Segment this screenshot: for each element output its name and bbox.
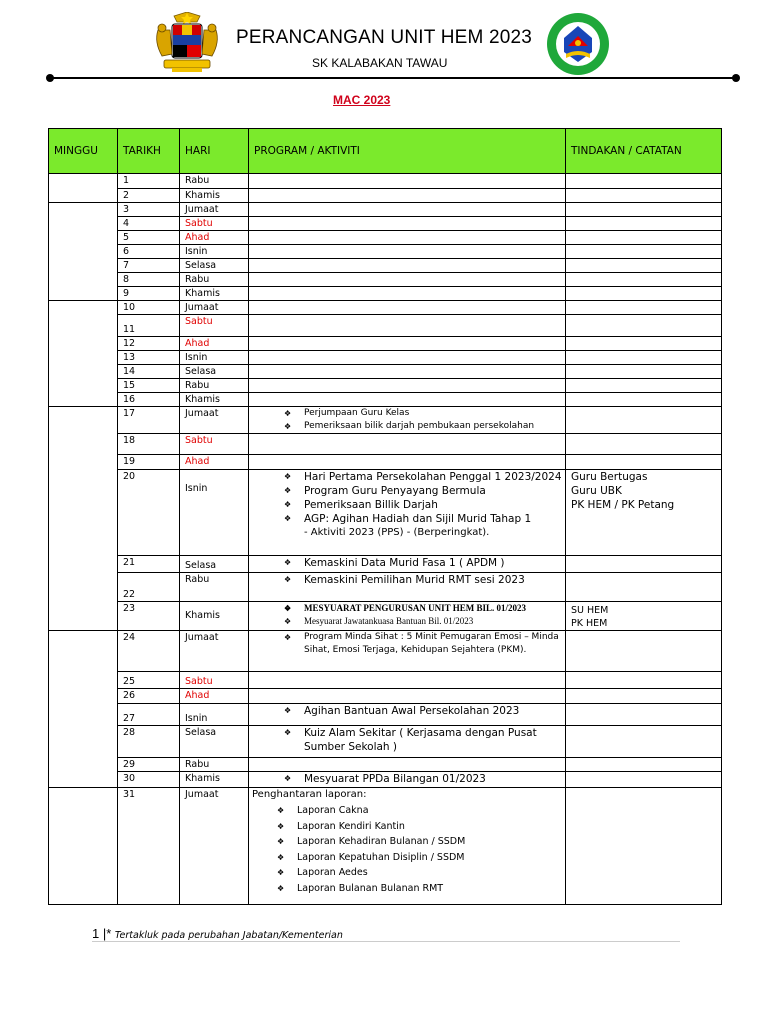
date-cell: 17 [118,407,180,434]
table-row [49,573,722,602]
action-item: Guru Bertugas [571,471,648,483]
action-cell [566,365,722,379]
action-cell [566,772,722,788]
program-item: ❖ Kemaskini Data Murid Fasa 1 ( APDM ) [284,556,565,570]
program-item: ❖ Laporan Kendiri Kantin [277,819,565,835]
program-cell [249,672,566,689]
day-cell: Jumaat [180,301,249,315]
action-cell [566,434,722,455]
program-list [254,470,565,526]
date-cell: 1 [118,174,180,189]
program-cell [249,788,566,905]
date-cell: 19 [118,455,180,470]
date-cell: 21 [118,556,180,573]
date-cell: 15 [118,379,180,393]
column-header-program: PROGRAM / AKTIVITI [249,129,566,174]
plan-table [48,128,722,905]
program-item: ❖ Laporan Bulanan Bulanan RMT [277,881,565,897]
action-cell [566,602,722,631]
program-cell [249,231,566,245]
action-cell [566,631,722,672]
action-item: PK HEM [571,618,608,629]
table-row [49,301,722,315]
date-cell: 9 [118,287,180,301]
footer-separator: |* [102,926,112,941]
action-cell [566,231,722,245]
program-cell [249,365,566,379]
day-cell: Ahad [180,337,249,351]
date-cell: 25 [118,672,180,689]
day-cell [180,704,249,726]
program-cell [249,434,566,455]
date-cell: 23 [118,602,180,631]
program-item: ❖ Kuiz Alam Sekitar ( Kerjasama dengan Pusat Sumber Sekolah ) [284,726,565,754]
divider-dot-right [732,74,740,82]
program-item: ❖ Hari Pertama Persekolahan Penggal 1 2023/2024 [284,470,565,484]
program-cell [249,217,566,231]
table-row [49,758,722,772]
day-cell: Ahad [180,231,249,245]
page-title: PERANCANGAN UNIT HEM 2023 [236,27,533,48]
program-cell [249,758,566,772]
date-cell: 28 [118,726,180,758]
date-cell: 16 [118,393,180,407]
program-cell [249,704,566,726]
date-cell: 12 [118,337,180,351]
program-subnote: - Aktiviti 2023 (PPS) - (Berperingkat). [304,527,490,538]
day-cell: Selasa [180,365,249,379]
action-cell [566,689,722,704]
malaysia-coat-of-arms-icon [152,12,222,74]
day-cell: Jumaat [180,788,249,905]
program-item: ❖ Kemaskini Pemilihan Murid RMT sesi 2023 [284,573,565,587]
date-cell: 13 [118,351,180,365]
action-cell [566,287,722,301]
program-cell [249,287,566,301]
table-row [49,203,722,217]
program-cell [249,301,566,315]
program-cell [249,174,566,189]
action-cell [566,704,722,726]
week-cell [49,631,118,788]
table-row [49,174,722,189]
day-cell: Jumaat [180,631,249,672]
date-cell: 20 [118,470,180,556]
program-cell [249,556,566,573]
action-cell [566,174,722,189]
program-cell [249,273,566,287]
program-cell [249,245,566,259]
day-cell: Khamis [180,287,249,301]
action-cell [566,672,722,689]
program-item: ❖ Pemeriksaan Billik Darjah [284,498,565,512]
action-cell [566,301,722,315]
action-cell [566,315,722,337]
date-cell: 2 [118,189,180,203]
action-cell [566,455,722,470]
program-item: ❖ MESYUARAT PENGURUSAN UNIT HEM BIL. 01/2023 [284,602,565,615]
table-row [49,407,722,434]
program-cell [249,203,566,217]
day-cell: Selasa [180,259,249,273]
action-cell [566,758,722,772]
date-cell: 14 [118,365,180,379]
day-cell: Isnin [180,245,249,259]
action-cell [566,203,722,217]
action-cell [566,189,722,203]
program-list [254,726,565,754]
program-item: ❖ Mesyuarat PPDa Bilangan 01/2023 [284,772,565,786]
day-cell: Jumaat [180,407,249,434]
day-cell: Khamis [180,772,249,788]
table-row [49,337,722,351]
footer-rule [92,941,680,942]
program-item: ❖ Laporan Aedes [277,865,565,881]
action-cell [566,337,722,351]
program-list [254,772,565,786]
program-item: ❖ Laporan Cakna [277,803,565,819]
day-cell: Selasa [180,726,249,758]
day-cell: Isnin [180,470,249,556]
date-cell: 3 [118,203,180,217]
day-cell: Sabtu [180,315,249,337]
table-row [49,245,722,259]
date-cell: 26 [118,689,180,704]
month-label: MAC 2023 [333,93,391,107]
program-list [252,803,565,896]
day-cell: Selasa [180,556,249,573]
program-item: ❖ Pemeriksaan bilik darjah pembukaan persekolahan [284,420,565,433]
table-row [49,689,722,704]
action-item: PK HEM / PK Petang [571,499,675,511]
date-text: 22 [123,589,136,600]
date-cell: 10 [118,301,180,315]
table-row [49,704,722,726]
table-row [49,259,722,273]
program-cell [249,455,566,470]
table-row [49,772,722,788]
school-badge-icon [546,12,610,76]
divider-dot-left [46,74,54,82]
action-cell [566,407,722,434]
day-cell: Sabtu [180,672,249,689]
day-text: Isnin [185,713,208,724]
action-cell [566,393,722,407]
program-list [254,573,565,587]
date-cell: 5 [118,231,180,245]
program-cell [249,602,566,631]
date-text: 11 [123,324,136,335]
table-row [49,351,722,365]
table-row [49,189,722,203]
footer-note: Tertakluk pada perubahan Jabatan/Kementerian [114,930,343,941]
program-cell [249,259,566,273]
table-row [49,217,722,231]
action-cell [566,259,722,273]
program-cell [249,393,566,407]
action-cell [566,245,722,259]
program-item [284,512,565,526]
table-row [49,672,722,689]
program-cell [249,470,566,556]
date-cell: 29 [118,758,180,772]
program-item: ❖ Agihan Bantuan Awal Persekolahan 2023 [284,704,565,718]
column-header-minggu: MINGGU [49,129,118,174]
action-item: Guru UBK [571,485,622,497]
header-divider [50,77,736,79]
table-row [49,470,722,556]
action-cell [566,573,722,602]
table-row [49,315,722,337]
program-list [254,602,565,628]
action-cell [566,217,722,231]
column-header-tarikh: TARIKH [118,129,180,174]
program-cell [249,189,566,203]
action-cell [566,379,722,393]
action-cell [566,556,722,573]
day-cell: Ahad [180,689,249,704]
action-cell [566,726,722,758]
program-cell [249,689,566,704]
week-cell [49,407,118,631]
table-row [49,365,722,379]
program-cell [249,407,566,434]
program-cell [249,573,566,602]
table-row [49,455,722,470]
week-cell [49,174,118,203]
day-cell: Ahad [180,455,249,470]
table-row [49,231,722,245]
day-cell: Khamis [180,602,249,631]
day-cell: Rabu [180,273,249,287]
column-header-hari: HARI [180,129,249,174]
table-header-row [49,129,722,174]
date-cell: 4 [118,217,180,231]
program-item: ❖ Laporan Kepatuhan Disiplin / SSDM [277,850,565,866]
date-cell: 7 [118,259,180,273]
program-item: ❖ Laporan Kehadiran Bulanan / SSDM [277,834,565,850]
table-row [49,788,722,905]
program-list [254,704,565,718]
program-cell [249,315,566,337]
table-row [49,726,722,758]
program-cell [249,772,566,788]
date-cell [118,315,180,337]
week-cell [49,301,118,407]
program-cell [249,379,566,393]
day-cell: Sabtu [180,434,249,455]
table-row [49,287,722,301]
page-header [0,0,768,120]
program-list [254,407,565,433]
program-list [254,556,565,570]
program-cell [249,631,566,672]
table-row [49,379,722,393]
table-row [49,434,722,455]
program-item: ❖ Program Guru Penyayang Bermula [284,484,565,498]
day-cell: Rabu [180,573,249,602]
date-cell: 31 [118,788,180,905]
table-row [49,393,722,407]
program-item-text: AGP: Agihan Hadiah dan Sijil Murid Tahap 1 [304,513,532,525]
day-cell: Rabu [180,174,249,189]
action-cell [566,273,722,287]
program-list [254,631,565,657]
day-cell: Rabu [180,379,249,393]
date-cell [118,573,180,602]
day-cell: Isnin [180,351,249,365]
date-cell: 6 [118,245,180,259]
action-cell [566,788,722,905]
date-cell: 24 [118,631,180,672]
day-cell: Sabtu [180,217,249,231]
week-cell [49,788,118,905]
date-cell: 8 [118,273,180,287]
program-cell [249,351,566,365]
date-text: 27 [123,713,136,724]
action-item: SU HEM [571,605,609,616]
table-row [49,273,722,287]
page-footer [92,926,343,941]
week-cell [49,203,118,301]
program-cell [249,726,566,758]
day-cell: Rabu [180,758,249,772]
program-item: ❖ Perjumpaan Guru Kelas [284,407,565,420]
date-cell: 18 [118,434,180,455]
day-cell: Khamis [180,393,249,407]
program-intro: Penghantaran laporan: [252,789,367,800]
program-cell [249,337,566,351]
page-number: 1 [92,926,100,941]
day-cell: Jumaat [180,203,249,217]
day-cell: Khamis [180,189,249,203]
table-row [49,602,722,631]
column-header-tindakan: TINDAKAN / CATATAN [566,129,722,174]
table-row [49,556,722,573]
program-item: ❖ Mesyuarat Jawatankuasa Bantuan Bil. 01/2023 [284,615,565,628]
action-cell [566,351,722,365]
action-cell [566,470,722,556]
program-item: ❖ Program Minda Sihat : 5 Minit Pemugaran Emosi – Minda Sihat, Emosi Terjaga, Kehidupan Sejahtera (PKM). [284,631,565,657]
school-name: SK KALABAKAN TAWAU [312,56,448,70]
date-cell: 30 [118,772,180,788]
date-cell [118,704,180,726]
table-row [49,631,722,672]
